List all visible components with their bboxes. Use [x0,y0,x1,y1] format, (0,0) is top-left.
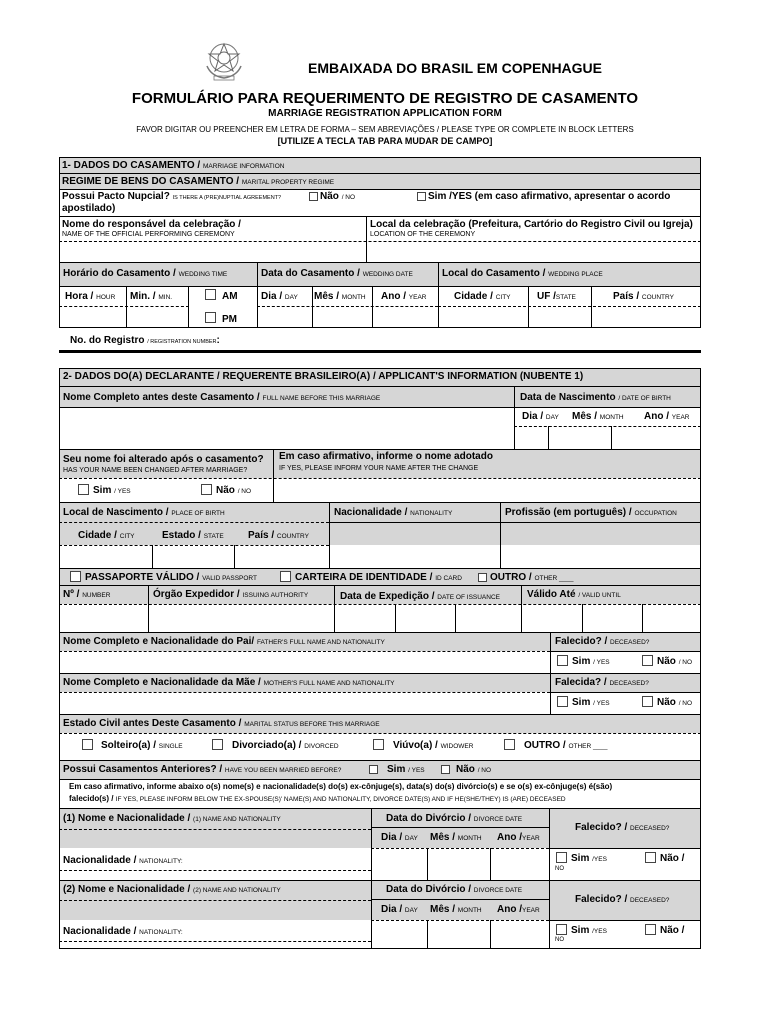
cidade-label: Cidade / CITY [454,291,511,302]
mae-nao-label: Não / NO [657,697,693,708]
expedicao-label: Data de Expedição / DATE OF ISSUANCE [340,591,500,602]
mae-label: Nome Completo e Nacionalidade da Mãe / MOTHER'S FULL NAME AND NATIONALITY [63,677,395,688]
divorcio1-dia-label: Dia / DAY [381,832,418,843]
registro-label: No. do Registro / REGISTRATION NUMBER: [70,335,220,346]
outro-doc-checkbox[interactable] [478,573,487,582]
form-subtitle: MARRIAGE REGISTRATION APPLICATION FORM [268,108,502,119]
viuvo-label: Viúvo(a) / WIDOWER [393,740,474,751]
pai-falecido-label: Falecido? / DECEASED? [555,636,650,647]
am-label: AM [222,291,238,302]
nasc-mes-label: Mês / MONTH [572,411,624,422]
responsavel-label-en: NAME OF THE OFFICIAL PERFORMING CEREMONY [62,231,235,238]
anteriores-sim-label: Sim / YES [387,764,425,775]
section-1-title: 1- DADOS DO CASAMENTO / MARRIAGE INFORMATION [62,160,285,171]
pai-nao-checkbox[interactable] [642,655,653,666]
nasc-dia-label: Dia / DAY [522,411,559,422]
viuvo-checkbox[interactable] [373,739,384,750]
mae-nao-checkbox[interactable] [642,696,653,707]
am-checkbox[interactable] [205,289,216,300]
pacto-nao-checkbox[interactable] [309,192,318,201]
alterado-sim-checkbox[interactable] [78,484,89,495]
nome2-label: (2) Nome e Nacionalidade / (2) NAME AND NATIONALITY [63,884,281,895]
local-casamento-label: Local do Casamento / WEDDING PLACE [442,268,603,279]
falecido2-label: Falecido? / DECEASED? [575,894,670,905]
pai-label: Nome Completo e Nacionalidade do Pai/ FATHER'S FULL NAME AND NATIONALITY [63,636,385,647]
divorciado-label: Divorciado(a) / DIVORCED [232,740,339,751]
divorcio1-mes-label: Mês / MONTH [430,832,482,843]
ex1-nao-label: Não / [660,853,685,864]
anteriores-sim-checkbox[interactable] [369,765,378,774]
horario-label: Horário do Casamento / WEDDING TIME [63,268,228,279]
divorcio2-ano-label: Ano /YEAR [497,904,540,915]
nasc-pais-label: País / COUNTRY [248,530,309,541]
ex1-nao-checkbox[interactable] [645,852,656,863]
pai-sim-checkbox[interactable] [557,655,568,666]
divorcio2-mes-label: Mês / MONTH [430,904,482,915]
ex2-no-label: NO [555,937,564,943]
form-instructions: FAVOR DIGITAR OU PREENCHER EM LETRA DE FORMA – SEM ABREVIAÇÕES / PLEASE TYPE OR COMPLETE IN BLOCK LETTERS [136,125,634,134]
carteira-checkbox[interactable] [280,571,291,582]
hora-label: Hora / HOUR [65,291,116,302]
nasc-cidade-label: Cidade / CITY [78,530,135,541]
outro-civil-checkbox[interactable] [504,739,515,750]
section-2-title: 2- DADOS DO(A) DECLARANTE / REQUERENTE BRASILEIRO(A) / APPLICANT'S INFORMATION (NUBENTE 1) [63,371,584,382]
data-nascimento-label: Data de Nascimento / DATE OF BIRTH [520,392,671,403]
anteriores-label: Possui Casamentos Anteriores? / HAVE YOU BEEN MARRIED BEFORE? [63,764,342,775]
estado-civil-label: Estado Civil antes Deste Casamento / MARITAL STATUS BEFORE THIS MARRIAGE [63,718,380,729]
alterado-sim-label: Sim / YES [93,485,131,496]
alterado-label: Seu nome foi alterado após o casamento? [63,454,264,465]
nome-adotado-label-en: IF YES, PLEASE INFORM YOUR NAME AFTER THE CHANGE [279,465,479,472]
anteriores-instrucoes: Em caso afirmativo, informe abaixo o(s) nome(s) e nacionalidade(s) do(s) ex-cônjuge(s), data(s) do(s) divórcio(s) e se o(s) ex-cônjuge(s) é(são) [69,782,613,791]
divorcio1-label: Data do Divórcio / DIVORCE DATE [386,813,523,824]
ano-label: Ano / YEAR [381,291,427,302]
apostilado-label: apostilado) [62,203,116,214]
data-casamento-label: Data do Casamento / WEDDING DATE [261,268,413,279]
regime-label: REGIME DE BENS DO CASAMENTO / MARITAL PROPERTY REGIME [62,176,335,187]
nasc-estado-label: Estado / STATE [162,530,224,541]
divorcio1-ano-label: Ano /YEAR [497,832,540,843]
mae-sim-checkbox[interactable] [557,696,568,707]
profissao-label: Profissão (em português) / OCCUPATION [505,507,677,518]
anteriores-instrucoes-2: falecido(s) / IF YES, PLEASE INFORM BELOW THE EX-SPOUSE(S)' NAME(S) AND NATIONALITY, DIVORCE DATE(S) AND IF HE(SHE/THEY) IS (ARE) DECEASED [69,794,566,803]
carteira-label: CARTEIRA DE IDENTIDADE / ID CARD [295,572,462,583]
ex1-no-label: NO [555,866,564,872]
valido-label: Válido Até / VALID UNTIL [527,589,621,600]
nome1-label: (1) Nome e Nacionalidade / (1) NAME AND NATIONALITY [63,813,281,824]
pacto-nao-label: Não / NO [320,191,356,202]
ex2-nao-label: Não / [660,925,685,936]
embassy-name: EMBAIXADA DO BRASIL EM COPENHAGUE [307,60,603,76]
ex1-sim-label: Sim /YES [571,853,607,864]
pais-label: País / COUNTRY [613,291,674,302]
passaporte-checkbox[interactable] [70,571,81,582]
divorcio2-label: Data do Divórcio / DIVORCE DATE [386,884,523,895]
ex2-nao-checkbox[interactable] [645,924,656,935]
nasc-ano-label: Ano / YEAR [644,411,690,422]
tab-note: [UTILIZE A TECLA TAB PARA MUDAR DE CAMPO] [277,136,493,146]
pacto-sim-label: Sim /YES (em caso afirmativo, apresentar o acordo [428,191,671,202]
uf-label: UF /STATE [537,291,576,302]
outro-civil-label: OUTRO / OTHER ____ [524,740,608,751]
passaporte-label: PASSAPORTE VÁLIDO / VALID PASSPORT [85,572,257,583]
nome-completo-input[interactable] [61,409,511,447]
orgao-label: Órgão Expedidor / ISSUING AUTHORITY [153,589,309,600]
divorciado-checkbox[interactable] [212,739,223,750]
mae-falecida-label: Falecida? / DECEASED? [555,677,649,688]
alterado-nao-checkbox[interactable] [201,484,212,495]
ex1-sim-checkbox[interactable] [556,852,567,863]
pacto-sim-checkbox[interactable] [417,192,426,201]
pacto-label: Possui Pacto Nupcial? IS THERE A (PRE)NUPTIAL AGREEMENT? [62,191,282,202]
form-title: FORMULÁRIO PARA REQUERIMENTO DE REGISTRO DE CASAMENTO [131,90,639,107]
nacionalidade-label: Nacionalidade / NATIONALITY [334,507,453,518]
mae-sim-label: Sim / YES [572,697,610,708]
min-label: Min. / MIN. [130,291,173,302]
pm-label: PM [222,314,237,325]
pai-sim-label: Sim / YES [572,656,610,667]
local-celebracao-label: Local da celebração (Prefeitura, Cartório do Registro Civil ou Igreja) [370,219,693,230]
local-celebracao-label-en: LOCATION OF THE CEREMONY [370,231,476,238]
responsavel-label: Nome do responsável da celebração / [62,219,241,230]
solteiro-label: Solteiro(a) / SINGLE [101,740,183,751]
nacionalidade2-label: Nacionalidade / NATIONALITY: [63,926,183,937]
nome-adotado-label: Em caso afirmativo, informe o nome adotado [279,451,493,462]
pm-checkbox[interactable] [205,312,216,323]
nome-completo-label: Nome Completo antes deste Casamento / FULL NAME BEFORE THIS MARRIAGE [63,392,381,403]
alterado-nao-label: Não / NO [216,485,252,496]
anteriores-nao-label: Não / NO [456,764,492,775]
ex2-sim-label: Sim /YES [571,925,607,936]
local-celebracao-input[interactable] [369,243,699,260]
outro-doc-label: OUTRO / OTHER ____ [490,572,574,583]
falecido1-label: Falecido? / DECEASED? [575,822,670,833]
solteiro-checkbox[interactable] [82,739,93,750]
pai-nao-label: Não / NO [657,656,693,667]
divorcio2-dia-label: Dia / DAY [381,904,418,915]
local-nascimento-label: Local de Nascimento / PLACE OF BIRTH [63,507,225,518]
mes-label: Mês / MONTH [314,291,366,302]
ex2-sim-checkbox[interactable] [556,924,567,935]
anteriores-nao-checkbox[interactable] [441,765,450,774]
responsavel-input[interactable] [61,243,363,260]
alterado-label-en: HAS YOUR NAME BEEN CHANGED AFTER MARRIAGE? [63,467,248,474]
dia-label: Dia / DAY [261,291,298,302]
numero-label: Nº / NUMBER [63,589,111,600]
nacionalidade1-label: Nacionalidade / NATIONALITY: [63,855,183,866]
